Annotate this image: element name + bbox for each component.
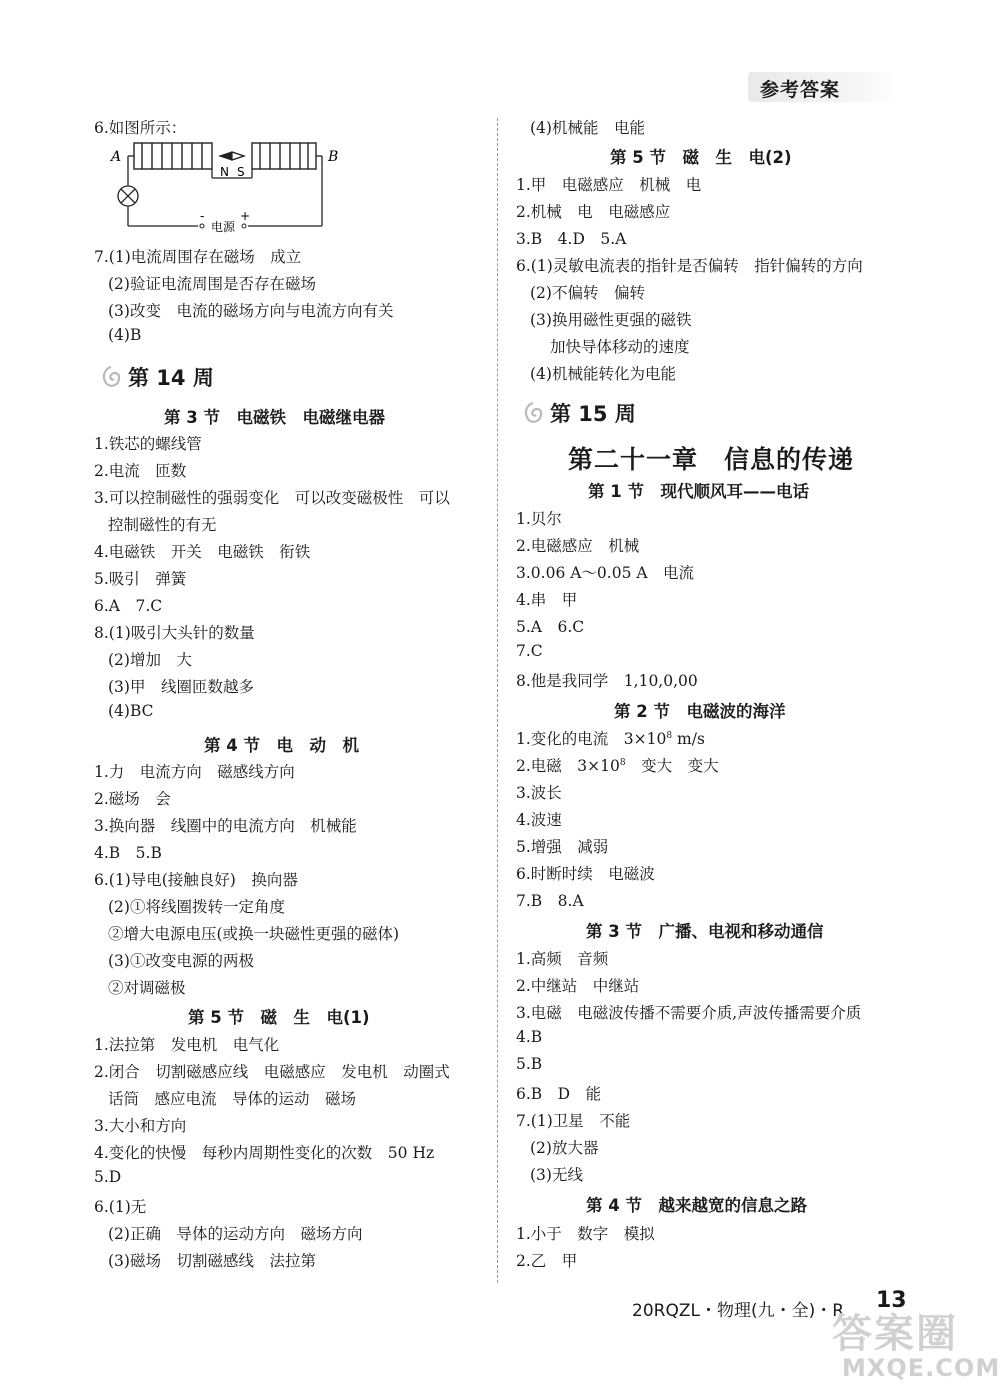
answer-line: 3.0.06 A～0.05 A 电流: [516, 564, 695, 582]
section-2-title: 第 2 节 电磁波的海洋: [614, 702, 786, 721]
section-1-title: 第 1 节 现代顺风耳——电话: [588, 482, 809, 501]
answer-line: (2)放大器: [530, 1139, 599, 1157]
lamp-icon: [118, 186, 138, 206]
answer-line: 5.增强 减弱: [516, 838, 609, 856]
answer-line: (3)①改变电源的两极: [108, 952, 254, 970]
answer-line: 1.铁芯的螺线管: [94, 435, 202, 453]
answer-line: (2)增加 大: [108, 651, 192, 669]
q6-intro: 6.如图所示：: [94, 119, 187, 137]
week-14-label: 第 14 周: [128, 366, 214, 390]
watermark-url: MXQE.COM: [842, 1354, 1000, 1382]
answer-line: 2.闭合 切割磁感应线 电磁感应 发电机 动圈式: [94, 1063, 450, 1081]
answer-line: 6.(1)导电(接触良好) 换向器: [94, 871, 298, 889]
week-15-heading: [522, 398, 636, 428]
answer-line: 6.A 7.C: [94, 597, 163, 615]
section-4-title: 第 4 节 电 动 机: [204, 736, 359, 755]
q7-line2: (2)验证电流周围是否存在磁场: [108, 275, 316, 293]
answer-line: 2.电磁 $3\times 10^8$ 变大 变大: [516, 757, 719, 775]
answer-line: 1.小于 数字 模拟: [516, 1225, 655, 1243]
answer-line: (2)不偏转 偏转: [530, 284, 645, 302]
answer-line: 1.甲 电磁感应 机械 电: [516, 176, 702, 194]
answer-line: 1.力 电流方向 磁感线方向: [94, 763, 295, 781]
answer-line: 2.电磁感应 机械: [516, 537, 640, 555]
answer-line: 6.时断时续 电磁波: [516, 865, 655, 883]
q7-line4: (4)B: [108, 326, 142, 344]
watermark-text: 答案圈: [832, 1311, 958, 1357]
section-3r-title: 第 3 节 广播、电视和移动通信: [586, 922, 824, 941]
answer-line: 2.乙 甲: [516, 1252, 578, 1270]
answer-line: 3.B 4.D 5.A: [516, 230, 627, 248]
column-divider: [497, 118, 498, 1283]
watermark-logo: [832, 1302, 1000, 1388]
header-tab: [748, 72, 900, 102]
answer-line: ②对调磁极: [108, 979, 186, 997]
answer-line: 加快导体移动的速度: [550, 338, 690, 356]
answer-line: 7.B 8.A: [516, 892, 584, 910]
answer-line: 2.中继站 中继站: [516, 977, 640, 995]
answer-line: 4.串 甲: [516, 591, 578, 609]
answer-line: 7.(1)卫星 不能: [516, 1112, 631, 1130]
answer-line: 5.A 6.C: [516, 618, 585, 636]
answer-line: (2)正确 导体的运动方向 磁场方向: [108, 1225, 363, 1243]
answer-line: 1.高频 音频: [516, 950, 609, 968]
answer-line: 3.可以控制磁性的强弱变化 可以改变磁极性 可以: [94, 489, 450, 507]
week-15-label: 第 15 周: [550, 402, 636, 426]
answer-line: (4)机械能转化为电能: [530, 365, 676, 383]
coil-a: [134, 143, 212, 169]
answer-line: (2)①将线圈拨转一定角度: [108, 898, 285, 916]
compass-needle: [220, 152, 244, 160]
answer-line: (3)无线: [530, 1166, 583, 1184]
answer-line: (3)换用磁性更强的磁铁: [530, 311, 692, 329]
swirl-icon: [522, 401, 544, 425]
answer-line: 8.(1)吸引大头针的数量: [94, 624, 255, 642]
circuit-diagram: [108, 138, 348, 238]
answer-line: ②增大电源电压(或换一块磁性更强的磁体): [108, 925, 400, 943]
answer-line: 4.变化的快慢 每秒内周期性变化的次数 50 Hz: [94, 1144, 435, 1162]
answer-line: 2.机械 电 电磁感应: [516, 203, 671, 221]
answer-line: 话筒 感应电流 导体的运动 磁场: [108, 1090, 357, 1108]
q7-line3: (3)改变 电流的磁场方向与电流方向有关: [108, 302, 394, 320]
section-5-1-title: 第 5 节 磁 生 电(1): [188, 1008, 370, 1027]
answer-line: 2.磁场 会: [94, 790, 171, 808]
section-5-2-title: 第 5 节 磁 生 电(2): [610, 148, 792, 167]
answer-line: 3.波长: [516, 784, 562, 802]
label-s: S: [237, 165, 245, 179]
answer-line: 控制磁性的有无: [108, 516, 217, 534]
answer-line: 4.电磁铁 开关 电磁铁 衔铁: [94, 543, 311, 561]
power-plus: +: [240, 209, 251, 223]
header-label: 参考答案: [760, 79, 841, 101]
answer-line: (3)甲 线圈匝数越多: [108, 678, 254, 696]
section-4r-title: 第 4 节 越来越宽的信息之路: [586, 1196, 807, 1215]
power-label: 电源: [211, 220, 236, 234]
answer-line: 1.法拉第 发电机 电气化: [94, 1036, 280, 1054]
answer-line: 8.他是我同学 1,10,0,00: [516, 672, 698, 690]
coil-b: [252, 143, 316, 169]
power-minus: -: [200, 209, 205, 223]
answer-line: 6.(1)灵敏电流表的指针是否偏转 指针偏转的方向: [516, 257, 863, 275]
answer-line: 6.(1)无: [94, 1198, 147, 1216]
answer-line: (4)机械能 电能: [530, 119, 645, 137]
answer-line: 7.C: [516, 642, 543, 660]
answer-line: 5.D: [94, 1168, 122, 1186]
answer-line: 5.B: [516, 1055, 543, 1073]
label-b: B: [328, 149, 339, 165]
answer-line: 4.B: [516, 1028, 543, 1046]
answer-line: 3.大小和方向: [94, 1117, 187, 1135]
answer-line: 4.B 5.B: [94, 844, 162, 862]
section-3-title: 第 3 节 电磁铁 电磁继电器: [164, 408, 385, 427]
week-14-heading: [100, 362, 214, 392]
book-code: 20RQZL・物理(九・全)・R: [632, 1301, 845, 1321]
label-a: A: [111, 149, 122, 165]
answer-line: 5.吸引 弹簧: [94, 570, 187, 588]
answer-line: 3.电磁 电磁波传播不需要介质,声波传播需要介质: [516, 1004, 862, 1022]
answer-line: 2.电流 匝数: [94, 462, 187, 480]
answer-line: 6.B D 能: [516, 1085, 602, 1103]
answer-line: 4.波速: [516, 811, 562, 829]
label-n: N: [220, 165, 229, 179]
chapter-title: 第二十一章 信息的传递: [568, 445, 855, 474]
page-number: 13: [876, 1288, 907, 1313]
answer-line: (4)BC: [108, 702, 154, 720]
swirl-icon: [100, 365, 122, 389]
q7-line1: 7.(1)电流周围存在磁场 成立: [94, 248, 302, 266]
answer-line: 1.变化的电流 $3\times 10^8$ m/s: [516, 730, 705, 748]
answer-line: 3.换向器 线圈中的电流方向 机械能: [94, 817, 357, 835]
answer-line: (3)磁场 切割磁感线 法拉第: [108, 1252, 316, 1270]
answer-line: 1.贝尔: [516, 510, 562, 528]
